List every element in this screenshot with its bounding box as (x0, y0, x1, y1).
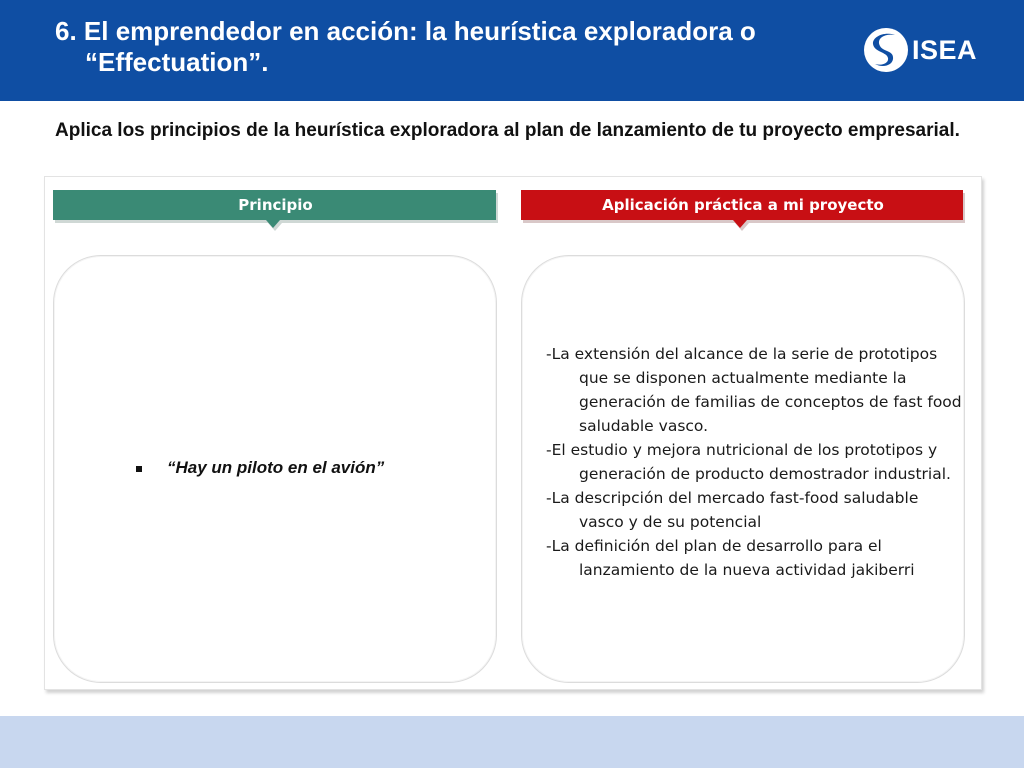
slide-title-line-1: 6. El emprendedor en acción: la heurística exploradora o (55, 16, 756, 46)
slide-title-line-2: “Effectuation”. (85, 47, 269, 77)
application-list (546, 342, 966, 582)
instruction-text: Aplica los principios de la heurística exploradora al plan de lanzamiento de tu proyecto empresarial. (55, 120, 960, 141)
application-header (521, 190, 965, 232)
slide-title (55, 16, 845, 78)
principle-card (53, 255, 497, 683)
application-item: -El estudio y mejora nutricional de los prototipos y generación de producto demostrador industrial. (546, 441, 951, 483)
logo-text: ISEA (912, 34, 978, 65)
principle-item (136, 458, 384, 478)
header-bar (0, 0, 1024, 101)
principle-header (53, 190, 498, 232)
application-item: -La extensión del alcance de la serie de prototipos que se disponen actualmente mediante la generación de familias de conceptos de fast food saludable vasco. (546, 345, 962, 435)
bullet-square-icon (136, 466, 142, 472)
application-item: -La descripción del mercado fast-food saludable vasco y de su potencial (546, 489, 919, 531)
principle-text: “Hay un piloto en el avión” (167, 458, 385, 477)
application-header-label: Aplicación práctica a mi proyecto (602, 196, 884, 214)
application-item: -La definición del plan de desarrollo para el lanzamiento de la nueva actividad jakiberri (546, 537, 915, 579)
isea-logo (862, 22, 988, 78)
footer-bar (0, 716, 1024, 768)
application-card (521, 255, 965, 683)
logo-swoosh-icon (862, 25, 910, 75)
principle-header-label: Principio (238, 196, 313, 214)
content-panel (44, 176, 982, 690)
